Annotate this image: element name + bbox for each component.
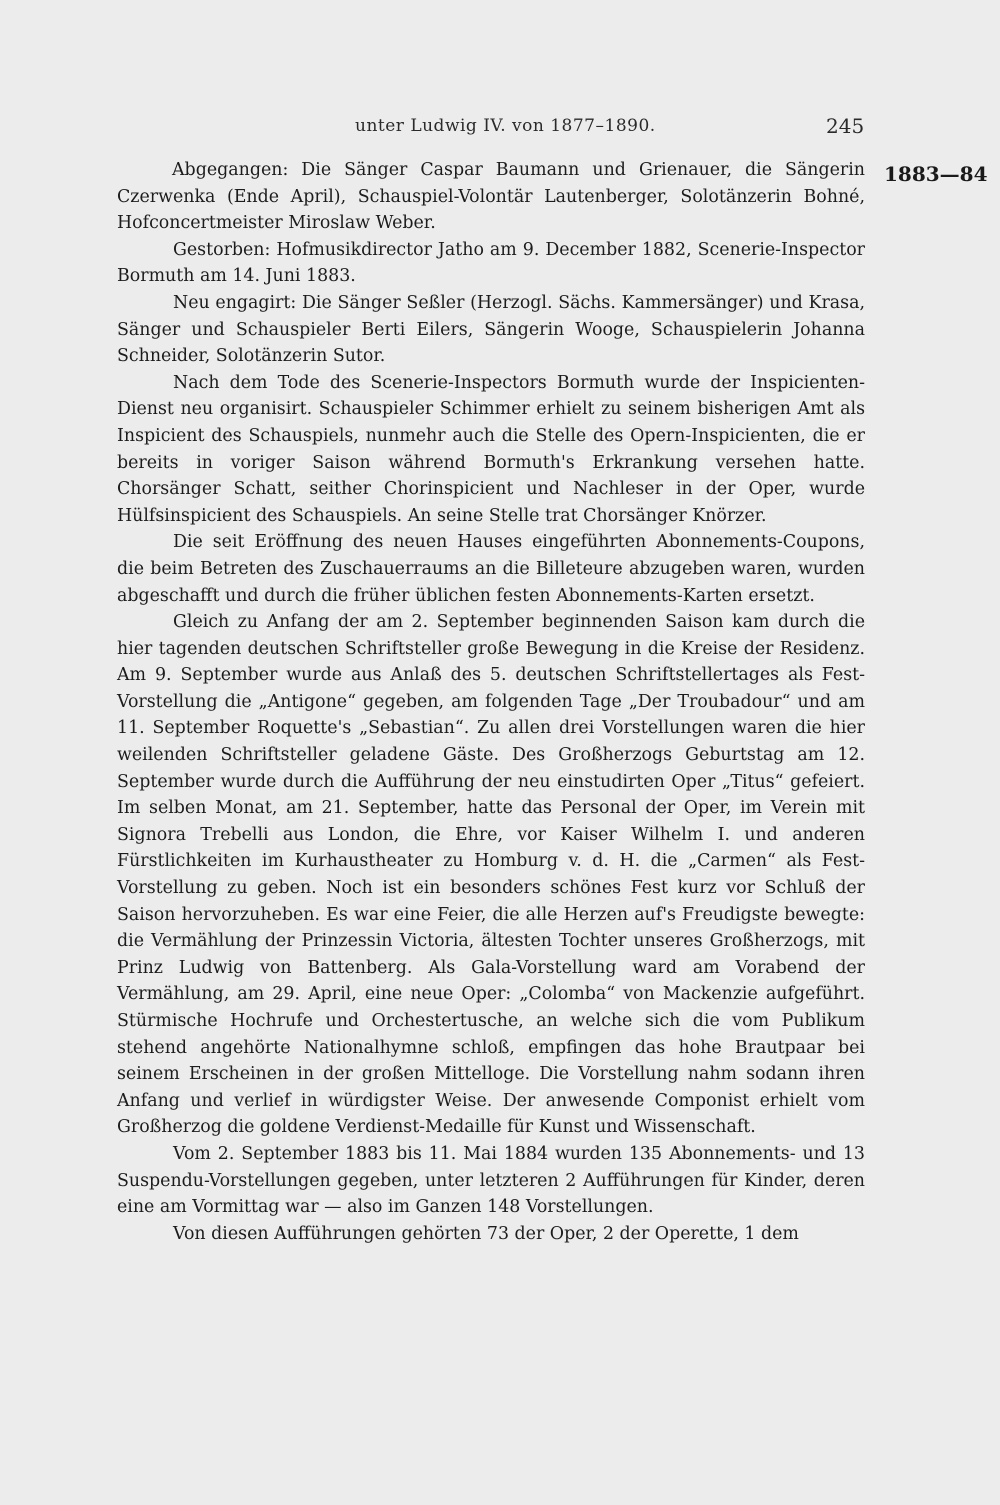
body-text [117, 157, 865, 1247]
paragraph-abonnements: Die seit Eröffnung des neuen Hauses eingeführten Abonnements-Coupons, die beim Betreten des Zuschauerraums an die Billeteure abzugeben waren, wurden abgeschafft und durch die früher üblichen festen Abonnements-Karten ersetzt. [117, 532, 865, 606]
paragraph-continuation: Von diesen Aufführungen gehörten 73 der Oper, 2 der Operette, 1 dem [173, 1223, 799, 1244]
paragraph-season-events: Gleich zu Anfang der am 2. September beginnenden Saison kam durch die hier tagenden deutschen Schriftsteller große Bewegung in die Kreise der Residenz. Am 9. September wurde aus Anlaß des 5. deutschen Schriftstellertages als Fest-Vorstellung die „Antigone“ gegeben, am folgenden Tage „Der Troubadour“ und am 11. September Roquette's „Sebastian“. Zu allen drei Vorstellungen waren die hier weilenden Schriftsteller geladene Gäste. Des Großherzogs Geburtstag am 12. September wurde durch die Aufführung der neu einstudirten Oper „Titus“ gefeiert. Im selben Monat, am 21. September, hatte das Personal der Oper, im Verein mit Signora Trebelli aus London, die Ehre, vor Kaiser Wilhelm I. und anderen Fürstlichkeiten im Kurhaustheater zu Homburg v. d. H. die „Carmen“ als Fest-Vorstellung zu geben. Noch ist ein besonders schönes Fest kurz vor Schluß der Saison hervorzuheben. Es war eine Feier, die alle Herzen auf's Freudigste bewegte: die Vermählung der Prinzessin Victoria, ältesten Tochter unseres Großherzogs, mit Prinz Ludwig von Battenberg. Als Gala-Vorstellung ward am Vorabend der Vermählung, am 29. April, eine neue Oper: „Colomba“ von Mackenzie aufgeführt. Stürmische Hochrufe und Orchestertusche, an welche sich die vom Publikum stehend angehörte Nationalhymne schloß, empfingen das hohe Brautpaar bei seinem Erscheinen in der großen Mittelloge. Die Vorstellung nahm sodann ihren Anfang und verlief in würdigster Weise. Der anwesende Componist erhielt vom Großherzog die goldene Verdienst-Medaille für Kunst und Wissenschaft. [117, 612, 865, 1138]
paragraph-deaths: Gestorben: Hofmusikdirector Jatho am 9. December 1882, Scenerie-Inspector Bormuth am 14. Juni 1883. [117, 239, 865, 287]
paragraph-departures: Abgegangen: Die Sänger Caspar Baumann und Grienauer, die Sängerin Czerwenka (Ende April), Schauspiel-Volontär Lautenberger, Solotänzerin Bohné, Hofconcertmeister Miroslaw Weber. [117, 160, 865, 234]
margin-year-note: 1883—84 [884, 162, 988, 186]
running-head: unter Ludwig IV. von 1877–1890. [355, 116, 656, 136]
paragraph-inspicient: Nach dem Tode des Scenerie-Inspectors Bormuth wurde der Inspicienten-Dienst neu organisirt. Schauspieler Schimmer erhielt zu seinem bisherigen Amt als Inspicient des Schauspiels, nunmehr auch die Stelle des Opern-Inspicienten, die er bereits in voriger Saison während Bormuth's Erkrankung versehen hatte. Chorsänger Schatt, seither Chorinspicient und Nachleser in der Oper, wurde Hülfsinspicient des Schauspiels. An seine Stelle trat Chorsänger Knörzer. [117, 372, 865, 526]
paragraph-new-engagements: Neu engagirt: Die Sänger Seßler (Herzogl. Sächs. Kammersänger) und Krasa, Sänger und Schauspieler Berti Eilers, Sängerin Wooge, Schauspielerin Johanna Schneider, Solotänzerin Sutor. [117, 292, 865, 367]
paragraph-performance-count: Vom 2. September 1883 bis 11. Mai 1884 wurden 135 Abonnements- und 13 Suspendu-Vorstellungen gegeben, unter letzteren 2 Aufführungen für Kinder, deren eine am Vormittag war — also im Ganzen 148 Vorstellungen. [117, 1143, 865, 1218]
page-number: 245 [826, 114, 865, 138]
